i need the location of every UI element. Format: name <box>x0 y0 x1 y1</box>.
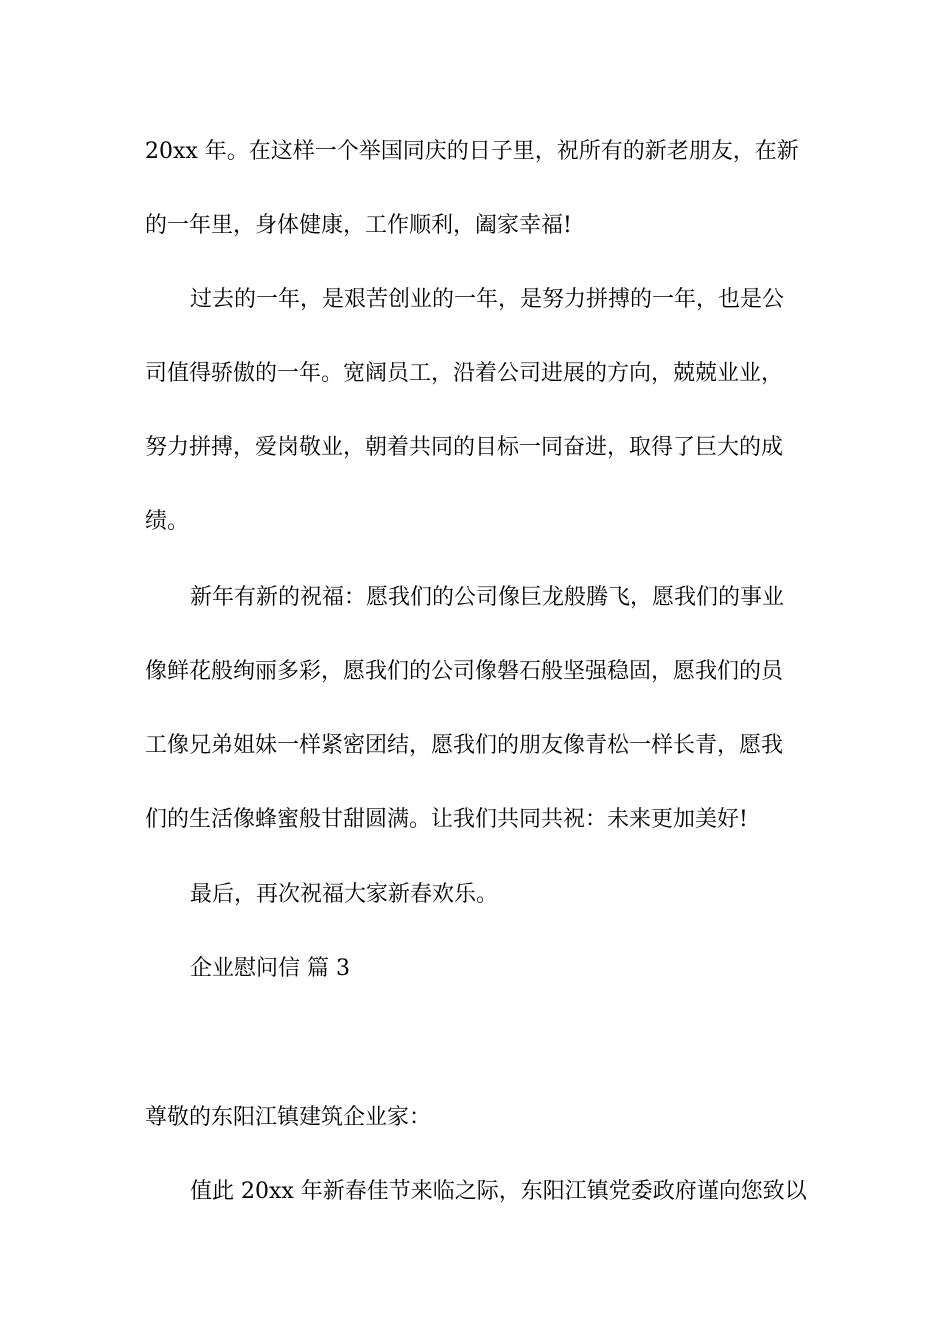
salutation-line: 尊敬的东阳江镇建筑企业家： <box>145 1105 432 1130</box>
paragraph-line: 的一年里，身体健康，工作顺利，阖家幸福! <box>145 213 572 238</box>
paragraph-line: 司值得骄傲的一年。宽阔员工，沿着公司进展的方向，兢兢业业， <box>145 361 784 386</box>
paragraph-line: 努力拼搏，爱岗敬业，朝着共同的目标一同奋进，取得了巨大的成 <box>145 435 784 460</box>
paragraph-line: 们的生活像蜂蜜般甘甜圆满。让我们共同共祝：未来更加美好! <box>145 807 748 832</box>
paragraph-line: 绩。 <box>145 509 190 534</box>
paragraph-line: 最后，再次祝福大家新春欢乐。 <box>190 882 499 907</box>
paragraph-line: 值此 20xx 年新春佳节来临之际，东阳江镇党委政府谨向您致以 <box>190 1179 807 1204</box>
paragraph-line: 新年有新的祝福：愿我们的公司像巨龙般腾飞，愿我们的事业 <box>190 585 785 610</box>
paragraph-line: 过去的一年，是艰苦创业的一年，是努力拼搏的一年，也是公 <box>190 287 785 312</box>
section-heading: 企业慰问信 篇 3 <box>190 956 350 981</box>
paragraph-line: 工像兄弟姐妹一样紧密团结，愿我们的朋友像青松一样长青，愿我 <box>145 733 784 758</box>
paragraph-line: 像鲜花般绚丽多彩，愿我们的公司像磐石般坚强稳固，愿我们的员 <box>145 659 784 684</box>
paragraph-line: 20xx 年。在这样一个举国同庆的日子里，祝所有的新老朋友，在新 <box>145 139 799 164</box>
